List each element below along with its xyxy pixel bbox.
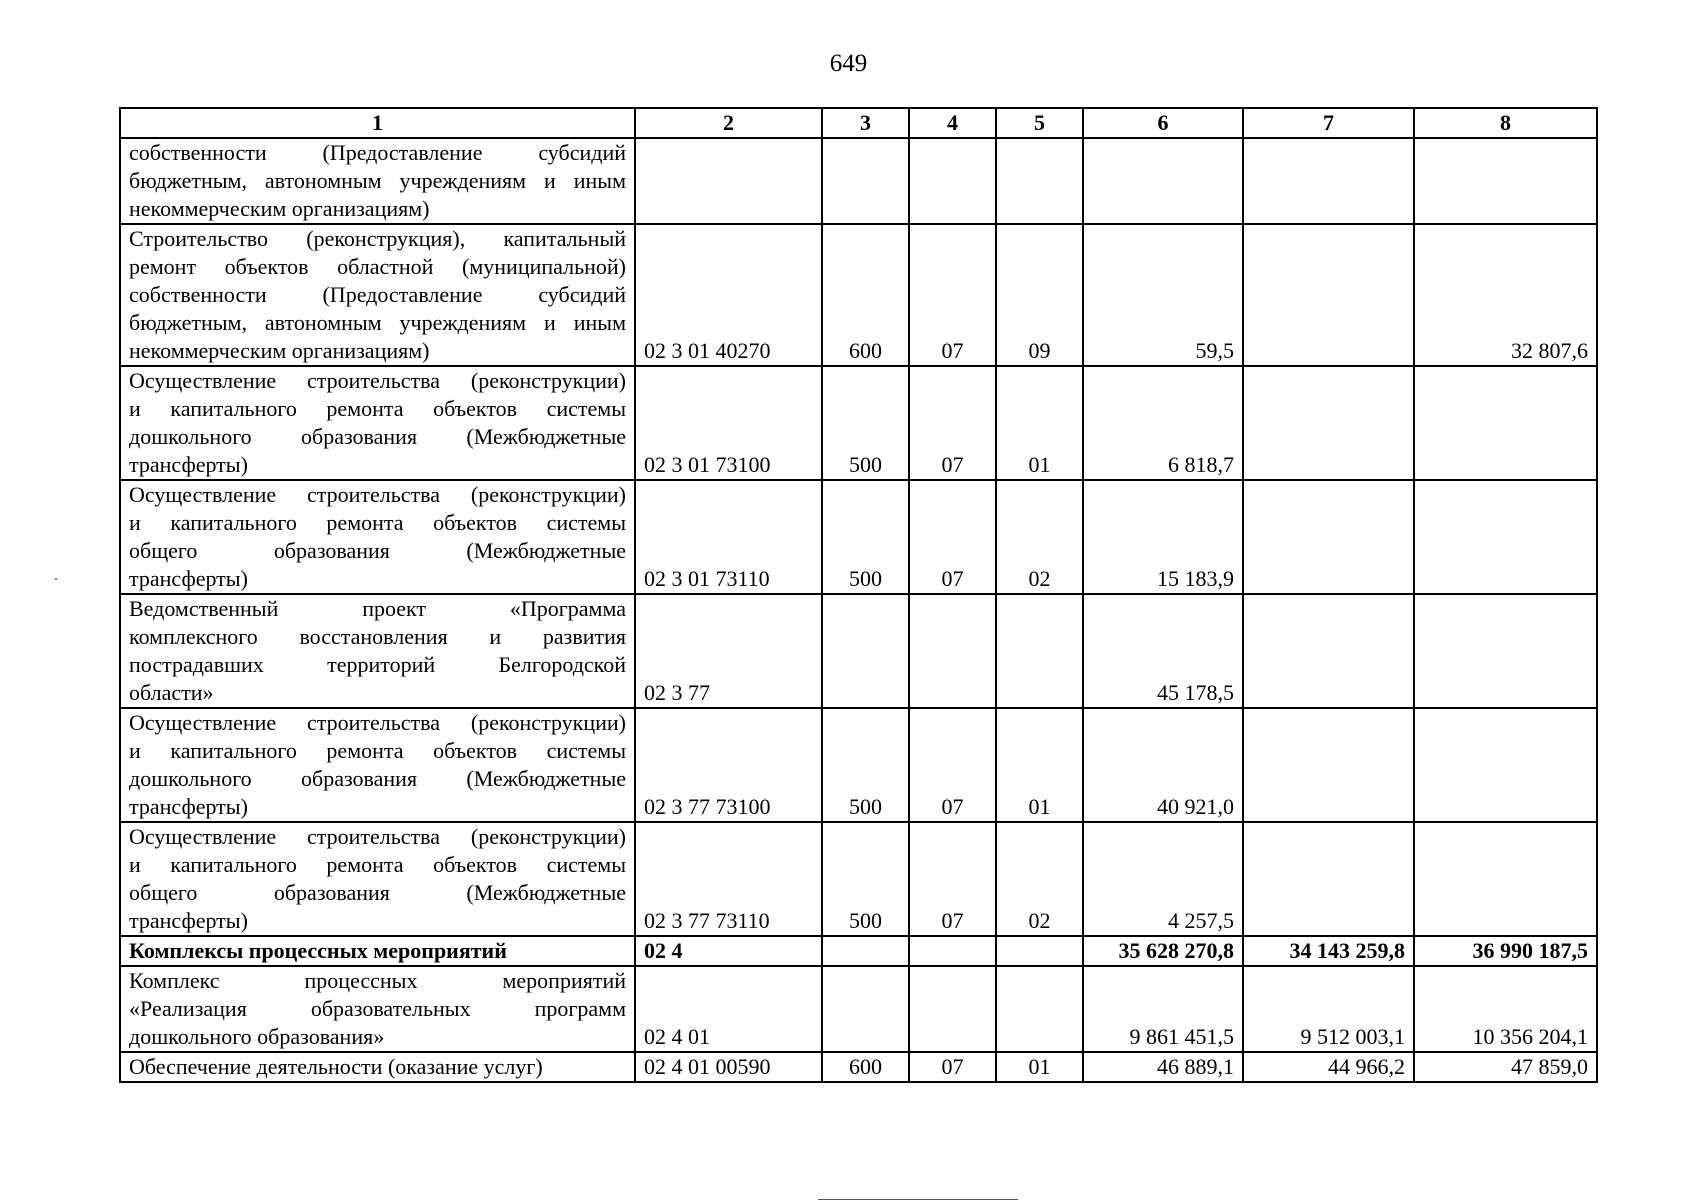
table-row (120, 936, 1597, 966)
row-col-6: 45 178,5 (1083, 594, 1243, 708)
row-name-line: и капитального ремонта объектов системы (129, 510, 626, 535)
row-name-line: трансферты) (129, 908, 248, 933)
row-col-3 (822, 966, 909, 1052)
row-code: 02 3 77 73100 (635, 708, 822, 822)
row-col-7 (1243, 480, 1414, 594)
row-name-line: трансферты) (129, 794, 248, 819)
header-cell: 3 (822, 108, 909, 138)
row-name-line: собственности (Предоставление субсидий (129, 282, 626, 307)
row-name-line: Комплекс процессных мероприятий (129, 968, 626, 993)
table-row (120, 480, 1597, 594)
row-name-line: и капитального ремонта объектов системы (129, 852, 626, 877)
row-name-line: дошкольного образования (Межбюджетные (129, 424, 626, 449)
row-col-6: 6 818,7 (1083, 366, 1243, 480)
row-name-line: общего образования (Межбюджетные (129, 880, 626, 905)
row-name (120, 480, 635, 594)
row-name-line: дошкольного образования» (129, 1024, 385, 1049)
row-code: 02 4 (635, 936, 822, 966)
header-cell: 8 (1414, 108, 1597, 138)
row-name-line: Строительство (реконструкция), капитальный (129, 226, 626, 251)
row-code: 02 3 01 73100 (635, 366, 822, 480)
row-col-8 (1414, 594, 1597, 708)
row-col-7 (1243, 822, 1414, 936)
row-col-7 (1243, 224, 1414, 366)
table-row (120, 224, 1597, 366)
row-code: 02 4 01 (635, 966, 822, 1052)
row-name-line: комплексного восстановления и развития (129, 624, 626, 649)
row-col-8 (1414, 708, 1597, 822)
row-col-3 (822, 594, 909, 708)
row-col-8: 47 859,0 (1414, 1052, 1597, 1082)
row-col-5: 01 (996, 1052, 1083, 1082)
row-name (120, 936, 635, 966)
table-row (120, 822, 1597, 936)
budget-table (119, 107, 1598, 1083)
header-cell: 2 (635, 108, 822, 138)
table-row (120, 366, 1597, 480)
row-col-5 (996, 936, 1083, 966)
row-name-line: некоммерческим организациям) (129, 338, 430, 363)
row-col-5 (996, 138, 1083, 224)
header-cell: 1 (120, 108, 635, 138)
header-row (120, 108, 1597, 138)
row-name-line: собственности (Предоставление субсидий (129, 140, 626, 165)
scan-mark (55, 578, 57, 580)
row-col-5 (996, 966, 1083, 1052)
row-name-line: Осуществление строительства (реконструкции) (129, 368, 626, 393)
row-code: 02 3 77 73110 (635, 822, 822, 936)
row-col-4: 07 (909, 224, 996, 366)
row-name-line: бюджетным, автономным учреждениям и иным (129, 310, 626, 335)
row-name-line: бюджетным, автономным учреждениям и иным (129, 168, 626, 193)
row-col-8 (1414, 366, 1597, 480)
row-col-4: 07 (909, 822, 996, 936)
row-col-7: 34 143 259,8 (1243, 936, 1414, 966)
row-name-line: области» (129, 680, 214, 705)
row-col-4 (909, 966, 996, 1052)
row-name-line: некоммерческим организациям) (129, 196, 430, 221)
row-col-5: 09 (996, 224, 1083, 366)
row-col-5: 01 (996, 366, 1083, 480)
header-cell: 5 (996, 108, 1083, 138)
row-col-3: 500 (822, 480, 909, 594)
row-col-5: 02 (996, 822, 1083, 936)
table-body (120, 138, 1597, 1082)
row-col-8: 10 356 204,1 (1414, 966, 1597, 1052)
row-name (120, 708, 635, 822)
row-col-4: 07 (909, 1052, 996, 1082)
row-col-8: 36 990 187,5 (1414, 936, 1597, 966)
table-row (120, 708, 1597, 822)
row-col-3 (822, 936, 909, 966)
row-name (120, 366, 635, 480)
row-code (635, 138, 822, 224)
row-name-line: Обеспечение деятельности (оказание услуг) (129, 1054, 543, 1079)
row-col-7 (1243, 366, 1414, 480)
row-col-6: 59,5 (1083, 224, 1243, 366)
row-col-4: 07 (909, 480, 996, 594)
row-name-line: пострадавших территорий Белгородской (129, 652, 626, 677)
row-col-8 (1414, 480, 1597, 594)
row-name-line: трансферты) (129, 452, 248, 477)
row-name-line: Комплексы процессных мероприятий (129, 938, 507, 963)
row-col-4: 07 (909, 708, 996, 822)
row-name-line: дошкольного образования (Межбюджетные (129, 766, 626, 791)
row-col-7: 44 966,2 (1243, 1052, 1414, 1082)
row-col-7 (1243, 708, 1414, 822)
row-name (120, 594, 635, 708)
row-name (120, 1052, 635, 1082)
row-col-6: 4 257,5 (1083, 822, 1243, 936)
table-row (120, 138, 1597, 224)
row-col-7 (1243, 594, 1414, 708)
row-name-line: Осуществление строительства (реконструкции) (129, 710, 626, 735)
row-name-line: Ведомственный проект «Программа (129, 596, 626, 621)
row-col-3: 500 (822, 708, 909, 822)
row-name-line: и капитального ремонта объектов системы (129, 738, 626, 763)
row-name (120, 138, 635, 224)
row-col-5: 01 (996, 708, 1083, 822)
row-col-7: 9 512 003,1 (1243, 966, 1414, 1052)
row-col-3: 600 (822, 1052, 909, 1082)
row-name-line: Осуществление строительства (реконструкции) (129, 482, 626, 507)
page-number: 649 (829, 50, 868, 77)
row-code: 02 3 77 (635, 594, 822, 708)
row-col-8: 32 807,6 (1414, 224, 1597, 366)
row-col-4 (909, 138, 996, 224)
row-col-4: 07 (909, 366, 996, 480)
row-col-6: 35 628 270,8 (1083, 936, 1243, 966)
row-name-line: «Реализация образовательных программ (129, 996, 626, 1021)
row-name (120, 224, 635, 366)
row-col-4 (909, 594, 996, 708)
row-name-line: Осуществление строительства (реконструкции) (129, 824, 626, 849)
row-name-line: ремонт объектов областной (муниципальной) (129, 254, 626, 279)
row-col-8 (1414, 138, 1597, 224)
row-col-4 (909, 936, 996, 966)
row-col-8 (1414, 822, 1597, 936)
row-col-6: 15 183,9 (1083, 480, 1243, 594)
row-name (120, 822, 635, 936)
row-col-3: 600 (822, 224, 909, 366)
table-row (120, 1052, 1597, 1082)
table-row (120, 594, 1597, 708)
row-code: 02 3 01 73110 (635, 480, 822, 594)
header-cell: 7 (1243, 108, 1414, 138)
row-col-3: 500 (822, 366, 909, 480)
row-name (120, 966, 635, 1052)
row-col-5 (996, 594, 1083, 708)
row-name-line: трансферты) (129, 566, 248, 591)
row-col-6: 46 889,1 (1083, 1052, 1243, 1082)
row-col-6 (1083, 138, 1243, 224)
row-col-3 (822, 138, 909, 224)
row-code: 02 3 01 40270 (635, 224, 822, 366)
row-col-6: 40 921,0 (1083, 708, 1243, 822)
row-name-line: и капитального ремонта объектов системы (129, 396, 626, 421)
row-col-6: 9 861 451,5 (1083, 966, 1243, 1052)
header-cell: 4 (909, 108, 996, 138)
row-col-5: 02 (996, 480, 1083, 594)
table-row (120, 966, 1597, 1052)
row-col-3: 500 (822, 822, 909, 936)
header-cell: 6 (1083, 108, 1243, 138)
row-col-7 (1243, 138, 1414, 224)
row-code: 02 4 01 00590 (635, 1052, 822, 1082)
row-name-line: общего образования (Межбюджетные (129, 538, 626, 563)
